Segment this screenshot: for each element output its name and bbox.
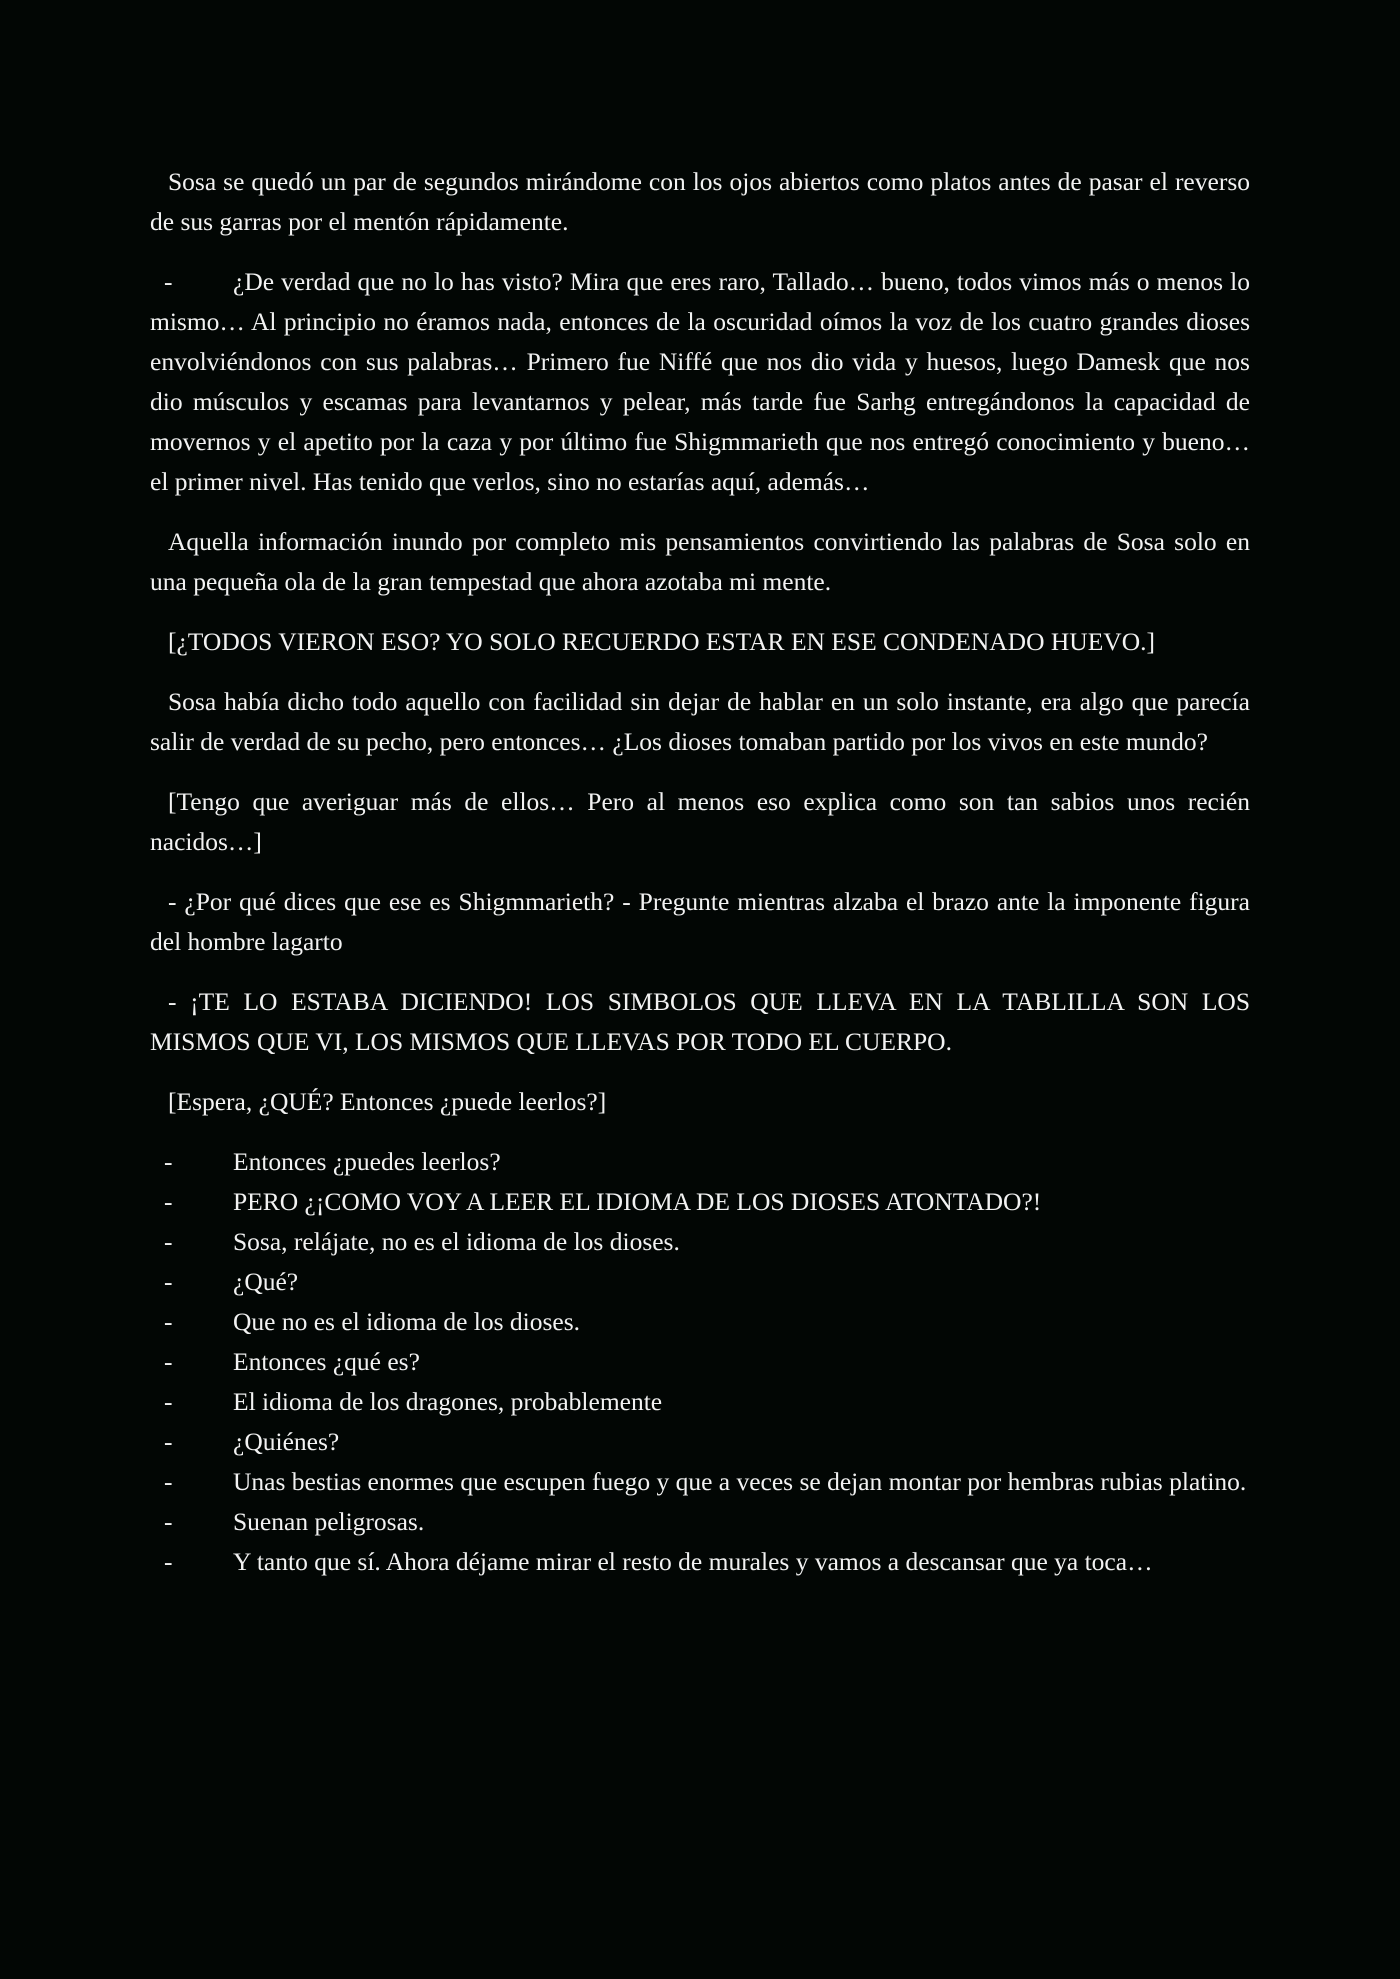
dialogue-paragraph: - ¡TE LO ESTABA DICIENDO! LOS SIMBOLOS QUE LLEVA EN LA TABLILLA SON LOS MISMOS QUE VI, LOS MISMOS QUE LLEVAS POR TODO EL CUERPO.	[150, 987, 1250, 1056]
dialogue-text: Suenan peligrosas.	[233, 1507, 425, 1536]
dialogue-text: Que no es el idioma de los dioses.	[233, 1307, 581, 1336]
paragraph: Sosa había dicho todo aquello con facilidad sin dejar de hablar en un solo instante, era algo que parecía salir de verdad de su pecho, pero entonces… ¿Los dioses tomaban partido por los vivos en este mundo?	[150, 687, 1250, 756]
dialogue-line	[150, 1422, 1250, 1462]
dialogue-dash: -	[164, 1147, 173, 1176]
dialogue-dash: -	[164, 1507, 173, 1536]
dialogue-line	[150, 1142, 1250, 1182]
dialogue-dash: -	[164, 1467, 173, 1496]
paragraph: Aquella información inundo por completo mis pensamientos convirtiendo las palabras de Sosa solo en una pequeña ola de la gran tempestad que ahora azotaba mi mente.	[150, 527, 1250, 596]
dialogue-dash: -	[164, 1187, 173, 1216]
document-page	[150, 162, 1250, 1602]
dialogue-line	[150, 262, 1250, 502]
dialogue-line	[150, 1182, 1250, 1222]
dialogue-text: Y tanto que sí. Ahora déjame mirar el resto de murales y vamos a descansar que ya toca…	[233, 1547, 1153, 1576]
thought-paragraph: [¿TODOS VIERON ESO? YO SOLO RECUERDO ESTAR EN ESE CONDENADO HUEVO.]	[168, 627, 1155, 656]
thought-paragraph: [Tengo que averiguar más de ellos… Pero al menos eso explica como son tan sabios unos recién nacidos…]	[150, 787, 1250, 856]
dialogue-dash: -	[164, 1347, 173, 1376]
dialogue-line	[150, 1222, 1250, 1262]
paragraph: Sosa se quedó un par de segundos mirándome con los ojos abiertos como platos antes de pasar el reverso de sus garras por el mentón rápidamente.	[150, 167, 1250, 236]
dialogue-paragraph: - ¿Por qué dices que ese es Shigmmarieth? - Pregunte mientras alzaba el brazo ante la imponente figura del hombre lagarto	[150, 887, 1250, 956]
dialogue-line	[150, 1502, 1250, 1542]
dialogue-paragraph	[150, 262, 1250, 502]
dialogue-dash: -	[164, 1307, 173, 1336]
dialogue-dash: -	[164, 1387, 173, 1416]
dialogue-text: ¿De verdad que no lo has visto? Mira que eres raro, Tallado… bueno, todos vimos más o menos lo mismo… Al principio no éramos nada, entonces de la oscuridad oímos la voz de los cuatro grandes dioses envolviéndonos con sus palabras… Primero fue Niffé que nos dio vida y huesos, luego Damesk que nos dio músculos y escamas para levantarnos y pelear, más tarde fue Sarhg entregándonos la capacidad de movernos y el apetito por la caza y por último fue Shigmmarieth que nos entregó conocimiento y bueno… el primer nivel. Has tenido que verlos, sino no estarías aquí, además…	[150, 267, 1250, 496]
dialogue-list	[150, 1142, 1250, 1582]
dialogue-text: Unas bestias enormes que escupen fuego y que a veces se dejan montar por hembras rubias platino.	[233, 1467, 1247, 1496]
dialogue-text: ¿Qué?	[233, 1267, 299, 1296]
thought-paragraph: [Espera, ¿QUÉ? Entonces ¿puede leerlos?]	[168, 1087, 607, 1116]
dialogue-dash: -	[164, 1547, 173, 1576]
dialogue-text: Entonces ¿puedes leerlos?	[233, 1147, 501, 1176]
dialogue-text: El idioma de los dragones, probablemente	[233, 1387, 663, 1416]
dialogue-line	[150, 1542, 1250, 1582]
dialogue-text: PERO ¿¡COMO VOY A LEER EL IDIOMA DE LOS DIOSES ATONTADO?!	[233, 1187, 1042, 1216]
dialogue-dash: -	[164, 1267, 173, 1296]
dialogue-dash: -	[164, 1427, 173, 1456]
dialogue-line	[150, 1462, 1250, 1502]
dialogue-dash: -	[164, 1227, 173, 1256]
dialogue-dash: -	[164, 267, 173, 296]
dialogue-line	[150, 1342, 1250, 1382]
dialogue-text: ¿Quiénes?	[233, 1427, 340, 1456]
dialogue-line	[150, 1382, 1250, 1422]
dialogue-text: Sosa, relájate, no es el idioma de los dioses.	[233, 1227, 680, 1256]
dialogue-text: Entonces ¿qué es?	[233, 1347, 420, 1376]
dialogue-line	[150, 1302, 1250, 1342]
dialogue-line	[150, 1262, 1250, 1302]
